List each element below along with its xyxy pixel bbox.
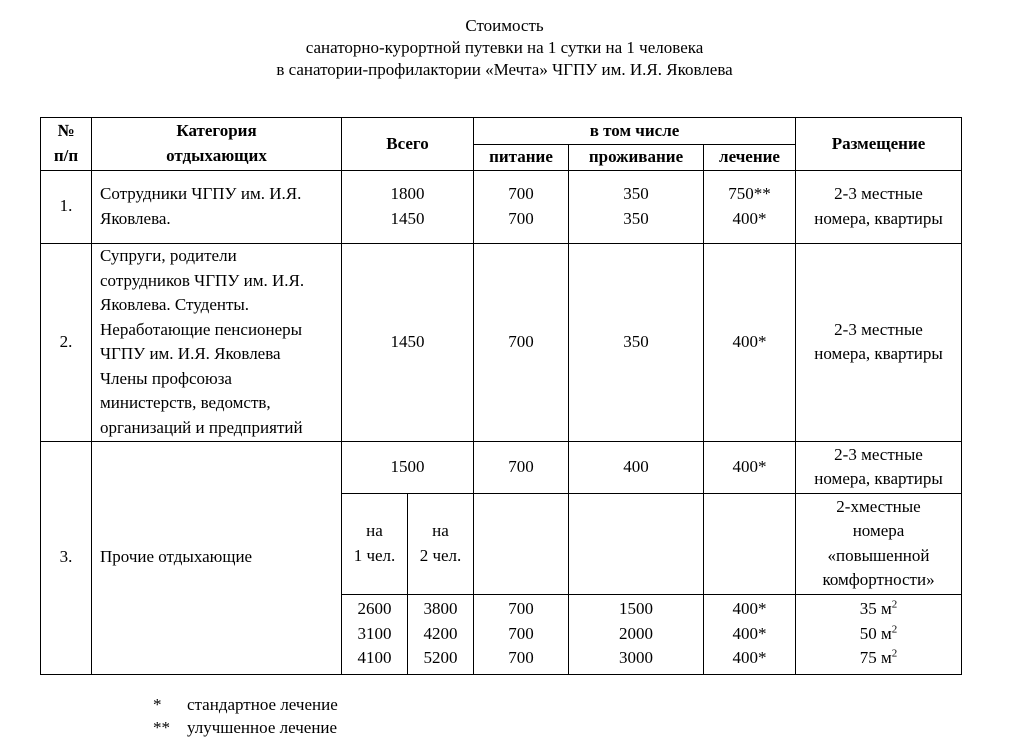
- row-placement: 2-3 местные номера, квартиры: [796, 170, 962, 243]
- header-row-1: [41, 118, 962, 145]
- row-treatment: 750** 400*: [704, 170, 796, 243]
- header-total: Всего: [342, 118, 474, 171]
- area-35: 35 $м^2$: [859, 598, 898, 619]
- row-accommodation: 350: [569, 243, 704, 441]
- row-num: 3.: [41, 441, 92, 674]
- row-placement-area: [796, 594, 962, 674]
- row-treatment: 400* 400* 400*: [704, 594, 796, 674]
- row-num: 2.: [41, 243, 92, 441]
- row-food: 700: [474, 243, 569, 441]
- row-num: 1.: [41, 170, 92, 243]
- row-total: 1450: [342, 243, 474, 441]
- row-food: 700: [474, 441, 569, 493]
- header-category: Категория отдыхающих: [92, 118, 342, 171]
- document-title: [0, 15, 1009, 81]
- row-food: 700 700: [474, 170, 569, 243]
- row-treatment: 400*: [704, 441, 796, 493]
- per-one-person-header: на 1 чел.: [342, 493, 408, 594]
- row-total: 1800 1450: [342, 170, 474, 243]
- footnotes: [153, 693, 338, 739]
- row-treatment-empty: [704, 493, 796, 594]
- title-line-1: Стоимость: [465, 16, 544, 35]
- footnote-improved: [153, 716, 338, 739]
- footnote-standard: [153, 693, 338, 716]
- header-placement: Размещение: [796, 118, 962, 171]
- row-food-empty: [474, 493, 569, 594]
- footnote-text: улучшенное лечение: [187, 718, 338, 737]
- area-50: 50 $м^2$: [859, 623, 898, 643]
- row-treatment: 400*: [704, 243, 796, 441]
- row-category: Прочие отдыхающие: [92, 441, 342, 674]
- row-accommodation: 1500 2000 3000: [569, 594, 704, 674]
- price-per-two-persons: 3800 4200 5200: [408, 594, 474, 674]
- footnote-mark: *: [153, 695, 162, 714]
- header-treatment: лечение: [704, 145, 796, 171]
- table-row: [41, 243, 962, 441]
- header-accommodation: проживание: [569, 145, 704, 171]
- title-line-3: в санатории-профилактории «Мечта» ЧГПУ им. И.Я. Яковлева: [276, 60, 733, 79]
- area-75: 75 $м^2$: [859, 647, 898, 668]
- row-placement: 2-хместные номера «повышенной комфортности»: [796, 493, 962, 594]
- price-table: [40, 117, 962, 675]
- header-food: питание: [474, 145, 569, 171]
- footnote-text: стандартное лечение: [187, 695, 338, 714]
- row-food: 700 700 700: [474, 594, 569, 674]
- row-category: Супруги, родители сотрудников ЧГПУ им. И.Я. Яковлева. Студенты. Неработающие пенсионеры ЧГПУ им. И.Я. Яковлева Члены профсоюза министерств, ведомств, организаций и предприятий: [92, 243, 342, 441]
- header-num: № п/п: [41, 118, 92, 171]
- row-total: 1500: [342, 441, 474, 493]
- table-row: [41, 170, 962, 243]
- row-placement: 2-3 местные номера, квартиры: [796, 441, 962, 493]
- price-per-one-person: 2600 3100 4100: [342, 594, 408, 674]
- header-including: в том числе: [474, 118, 796, 145]
- row-accommodation: 350 350: [569, 170, 704, 243]
- row-placement: 2-3 местные номера, квартиры: [796, 243, 962, 441]
- row-category: Сотрудники ЧГПУ им. И.Я. Яковлева.: [92, 170, 342, 243]
- footnote-mark: **: [153, 718, 170, 737]
- row-accommodation: 400: [569, 441, 704, 493]
- table-row: [41, 441, 962, 493]
- per-two-persons-header: на 2 чел.: [408, 493, 474, 594]
- title-line-2: санаторно-курортной путевки на 1 сутки на 1 человека: [305, 38, 704, 57]
- row-accommodation-empty: [569, 493, 704, 594]
